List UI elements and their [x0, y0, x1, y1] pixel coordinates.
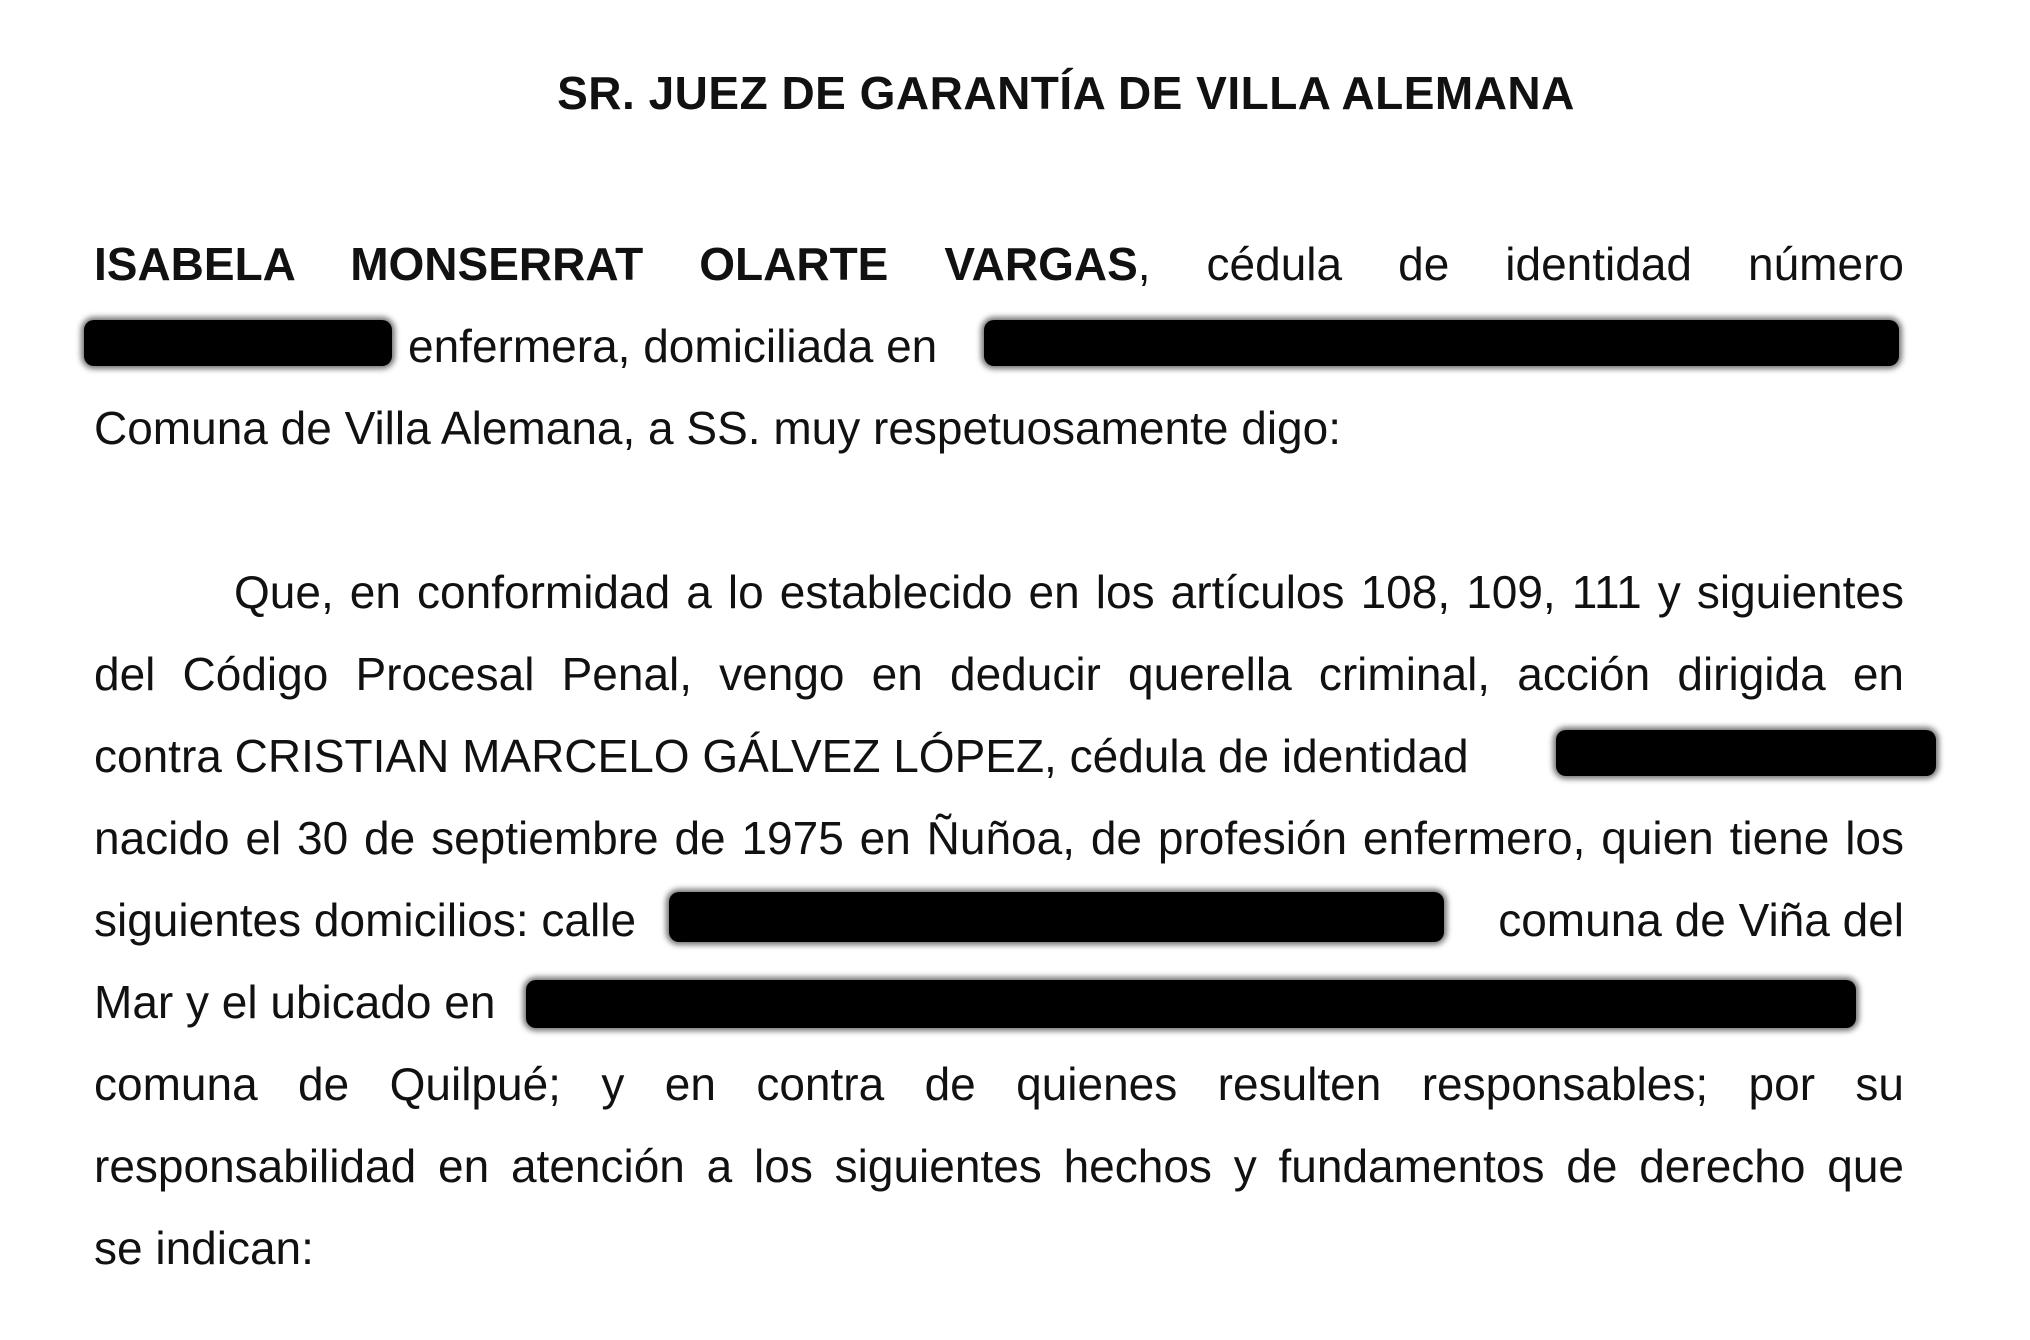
intro-line-1: [94, 236, 1904, 292]
redacted-id-number: [84, 320, 392, 366]
redacted-second-address: [526, 980, 1856, 1028]
intro-line-3: Comuna de Villa Alemana, a SS. muy respetuosamente digo:: [94, 402, 1341, 454]
body-line-4: nacido el 30 de septiembre de 1975 en Ñuñoa, de profesión enfermero, quien tiene los: [94, 812, 1904, 864]
body-line-3: [94, 728, 1904, 784]
body-line-1: Que, en conformidad a lo establecido en los artículos 108, 109, 111 y siguientes: [234, 566, 1904, 618]
body-line-2: del Código Procesal Penal, vengo en deducir querella criminal, acción dirigida en: [94, 648, 1904, 700]
redacted-street-address: [669, 892, 1444, 942]
body-line-6-start: Mar y el ubicado en: [94, 976, 496, 1028]
redacted-defendant-id: [1556, 730, 1936, 776]
body-line-7: comuna de Quilpué; y en contra de quienes resulten responsables; por su: [94, 1058, 1904, 1110]
body-line-5-end: comuna de Viña del: [1498, 894, 1904, 946]
body-line-5-start: siguientes domicilios: calle: [94, 894, 637, 946]
body-line-9: se indican:: [94, 1222, 314, 1274]
body-line-8: responsabilidad en atención a los siguientes hechos y fundamentos de derecho que: [94, 1140, 1904, 1192]
complainant-name: ISABELA MONSERRAT OLARTE VARGAS: [94, 238, 1138, 290]
body-line-3-text: contra CRISTIAN MARCELO GÁLVEZ LÓPEZ, cédula de identidad: [94, 730, 1469, 782]
intro-line-2-text: enfermera, domiciliada en: [408, 320, 938, 372]
document-heading: SR. JUEZ DE GARANTÍA DE VILLA ALEMANA: [557, 67, 1575, 119]
redacted-address: [984, 320, 1899, 366]
intro-line-1-rest: , cédula de identidad número: [1137, 238, 1904, 290]
